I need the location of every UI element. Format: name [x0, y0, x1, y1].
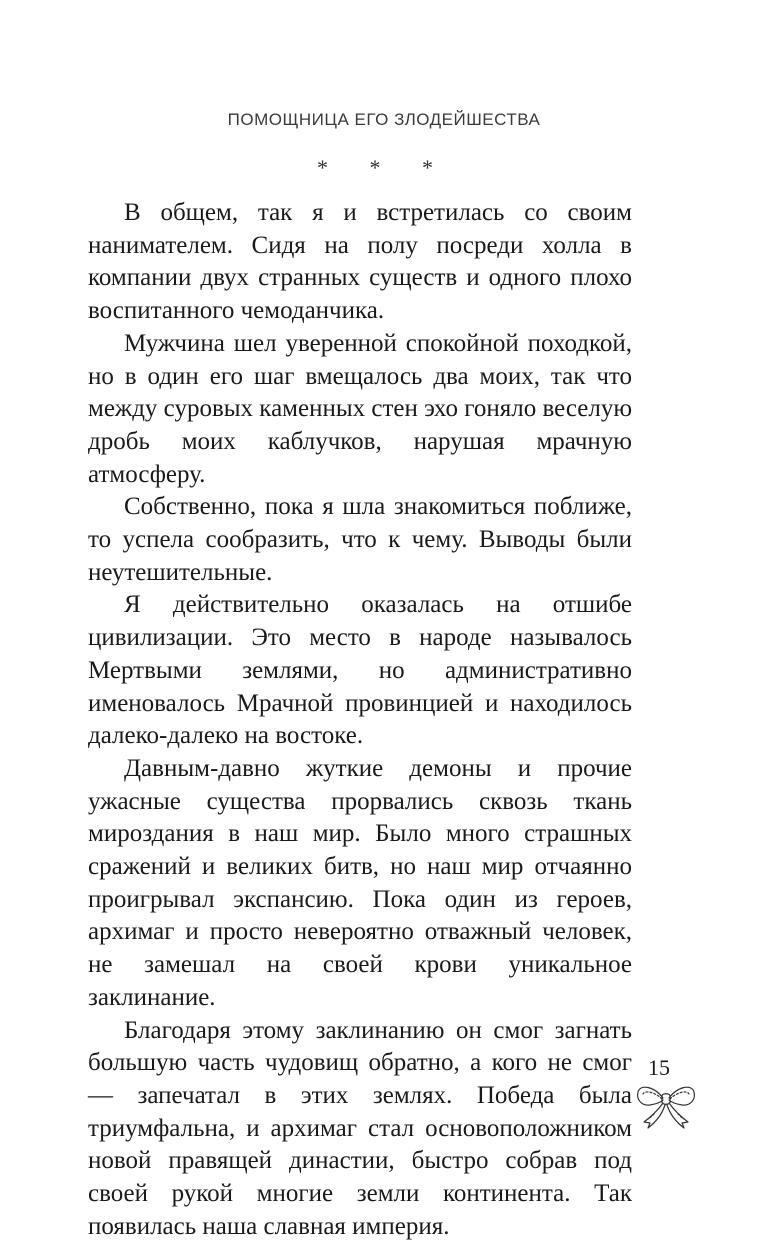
section-separator: * * *	[317, 155, 451, 180]
paragraph: Собственно, пока я шла знакомиться поближе, то успела сообразить, что к чему. Выводы были неутешительные.	[88, 493, 632, 586]
body-text	[88, 197, 632, 1244]
page-number: 15	[648, 1055, 670, 1080]
bow-icon	[634, 1078, 698, 1130]
paragraph: Мужчина шел уверенной спокойной походкой, но в один его шаг вмещалось два моих, так что между суровых каменных стен эхо гоняло веселую дробь моих каблучков, нарушая мрачную атмосферу.	[88, 329, 632, 488]
running-header: ПОМОЩНИЦА ЕГО ЗЛОДЕЙШЕСТВА	[227, 110, 541, 129]
paragraph: Я действительно оказалась на отшибе цивилизации. Это место в народе называлось Мертвыми землями, но административно именовалось Мрачной провинцией и находилось далеко-далеко на востоке.	[88, 591, 632, 750]
paragraph: В общем, так я и встретилась со своим нанимателем. Сидя на полу посреди холла в компании двух странных существ и одного плохо воспитанного чемоданчика.	[88, 199, 632, 325]
paragraph: Давным-давно жуткие демоны и прочие ужасные существа прорвались сквозь ткань мироздания в наш мир. Было много страшных сражений и великих битв, но наш мир отчаянно проигрывал экспансию. Пока один из героев, архимаг и просто невероятно отважный человек, не замешал на своей крови уникальное заклинание.	[88, 754, 632, 1011]
paragraph: Благодаря этому заклинанию он смог загнать большую часть чудовищ обратно, а кого не смог — запечатал в этих землях. Победа была триумфальна, и архимаг стал основоположником новой правящей династии, быстро собрав под своей рукой многие земли континента. Так появилась наша славная империя.	[88, 1016, 632, 1240]
